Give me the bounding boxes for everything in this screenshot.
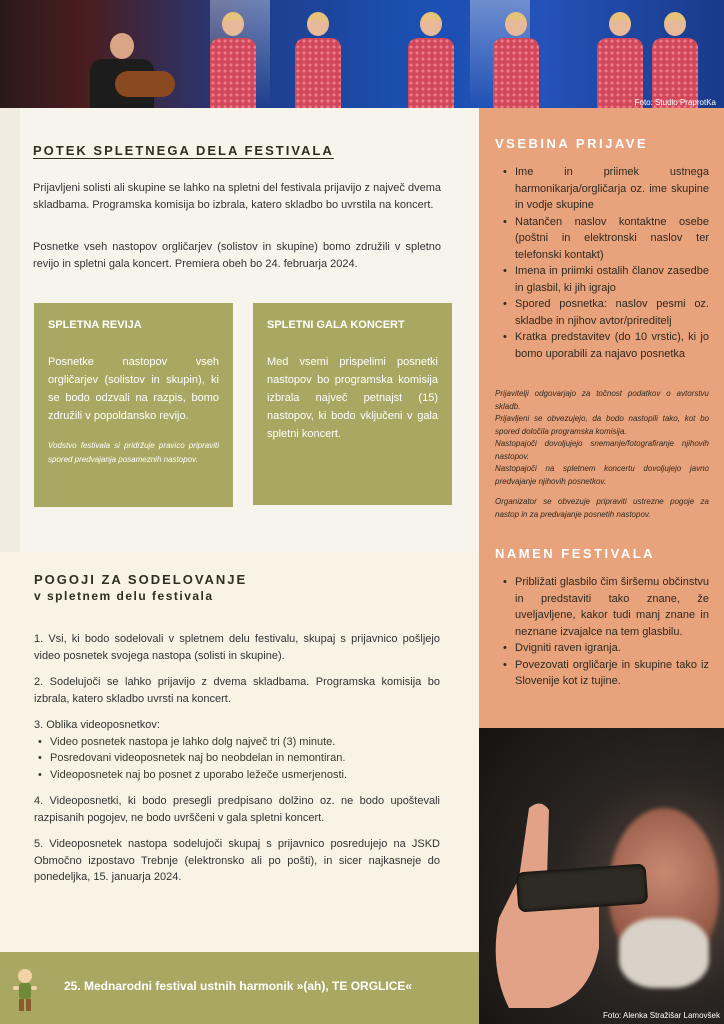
top-photo-credit: Foto: Studio PraprotKa <box>634 98 716 107</box>
namen-item: • Dvigniti raven igranja. <box>495 640 709 657</box>
pogoji-item-5: 5. Videoposnetek nastopa sodelujoči skupaj s prijavnico posredujejo na JSKD Območno izpostavo Trebnje (elektronsko ali po pošti), in sicer najkasneje do ponedeljka, 15. januarja 2024. <box>34 838 440 883</box>
pogoji-item-3: 3. Oblika videoposnetkov: <box>34 719 160 731</box>
singer-figure <box>493 12 539 108</box>
pogoji-subtitle: v spletnem delu festivala <box>34 589 214 603</box>
guitarist-figure <box>80 33 180 108</box>
video-format-item: • Videoposnetek naj bo posnet z uporabo ležeče usmerjenosti. <box>34 767 440 784</box>
potek-paragraph-1: Prijavljeni solisti ali skupine se lahko na spletni del festivala prijavijo z največ dvema skladbama. Programska komisija bo izbrala, katero skladbo bo uvrstila na koncert. <box>33 182 441 211</box>
singer-figure <box>295 12 341 108</box>
singer-figure <box>408 12 454 108</box>
video-format-item: • Video posnetek nastopa je lahko dolg največ tri (3) minute. <box>34 734 440 751</box>
pogoji-title: POGOJI ZA SODELOVANJE <box>34 572 248 587</box>
mascot-icon <box>10 964 40 1014</box>
right-info-panel <box>479 108 724 728</box>
vsebina-item: • Imena in priimki ostalih članov zasedbe in glasbil, ki jih igrajo <box>495 263 709 296</box>
top-stage-photo <box>0 0 724 108</box>
vsebina-item: • Spored posnetka: naslov pesmi oz. skladbe in njihov avtor/prireditelj <box>495 296 709 329</box>
vsebina-item: • Ime in priimek ustnega harmonikarja/orgličarja oz. ime skupine in vodje skupine <box>495 164 709 214</box>
singer-figure <box>210 12 256 108</box>
spletna-revija-title: SPLETNA REVIJA <box>48 319 142 331</box>
spletna-revija-note: Vodstvo festivala si pridržuje pravico pripraviti spored predvajanja posameznih nastopov. <box>48 441 219 464</box>
namen-item: • Približati glasbilo čim širšemu občinstvu in predstaviti tako znane, že uveljavljene, kakor tudi manj znane in neznane izvajalce na tem glasbilu. <box>495 574 709 640</box>
pogoji-item-1: 1. Vsi, ki bodo sodelovali v spletnem delu festivalu, skupaj s prijavnico pošljejo video posnetek svojega nastopa (solisti in skupine). <box>34 633 440 662</box>
footer-bar <box>0 952 479 1024</box>
bottom-photo-credit: Foto: Alenka Stražišar Lamovšek <box>603 1011 720 1020</box>
gala-koncert-box <box>253 303 452 505</box>
vsebina-title: VSEBINA PRIJAVE <box>495 136 649 151</box>
player-beard <box>619 918 709 988</box>
potek-paragraph-2: Posnetke vseh nastopov orgličarjev (solistov in skupine) bomo združili v spletno revijo in spletni gala koncert. Premiera obeh bo 24. februarja 2024. <box>33 241 441 270</box>
pogoji-list <box>34 631 440 896</box>
singer-figure <box>652 12 698 108</box>
singer-figure <box>597 12 643 108</box>
gala-koncert-title: SPLETNI GALA KONCERT <box>267 319 405 331</box>
vsebina-item: • Kratka predstavitev (do 10 vrstic), ki jo bomo uporabili za najavo posnetka <box>495 329 709 362</box>
vsebina-list <box>495 164 709 362</box>
footer-title: 25. Mednarodni festival ustnih harmonik »(ah), TE ORGLICE« <box>64 979 413 993</box>
harmonica-player-photo <box>479 728 724 1024</box>
video-format-item: • Posredovani videoposnetek naj bo neobdelan in nemontiran. <box>34 750 440 767</box>
vsebina-item: • Natančen naslov kontaktne osebe (poštni in elektronski naslov ter telefonski kontakt) <box>495 214 709 264</box>
spletna-revija-box <box>34 303 233 507</box>
spletna-revija-text: Posnetke nastopov vseh orgličarjev (solistov in skupin), ki se bodo odzvali na razpis, bomo združili v popoldansko revijo. <box>48 356 219 422</box>
namen-title: NAMEN FESTIVALA <box>495 546 656 561</box>
vsebina-note-2: Organizator se obvezuje pripraviti ustrezne pogoje za nastop in za predvajanje posnetih nastopov. <box>495 497 709 519</box>
namen-item: • Povezovati orgličarje in skupine tako iz Slovenije kot iz tujine. <box>495 657 709 690</box>
pogoji-item-2: 2. Sodelujoči se lahko prijavijo z dvema skladbama. Programska komisija bo izbrala, katero skladbo uvrsti na koncert. <box>34 676 440 705</box>
potek-title: POTEK SPLETNEGA DELA FESTIVALA <box>33 143 334 158</box>
video-format-list <box>34 734 440 784</box>
vsebina-note-1: Prijavitelji odgovarjajo za točnost podatkov o avtorstvu skladb. Prijavljeni se obvezujejo, da bodo nastopili tako, kot bo spored določila programska komisija. Nastopajoči dovoljujejo snemanje/fotografiranje njihovih nastopov. Nastopajoči na spletnem koncertu dovoljujejo javno predvajanje njihovih posnetkov. <box>495 389 709 486</box>
pogoji-item-4: 4. Videoposnetki, ki bodo presegli predpisano dolžino oz. ne bodo upoštevali razpisanih pogojev, ne bodo uvrščeni v gala spletni koncert. <box>34 795 440 824</box>
namen-list <box>495 574 709 690</box>
gala-koncert-text: Med vsemi prispelimi posnetki nastopov bo programska komisija izbrala največ petnajst (15) nastopov, ki bodo vključeni v gala spletni koncert. <box>267 356 438 440</box>
pogoji-section <box>0 552 479 952</box>
